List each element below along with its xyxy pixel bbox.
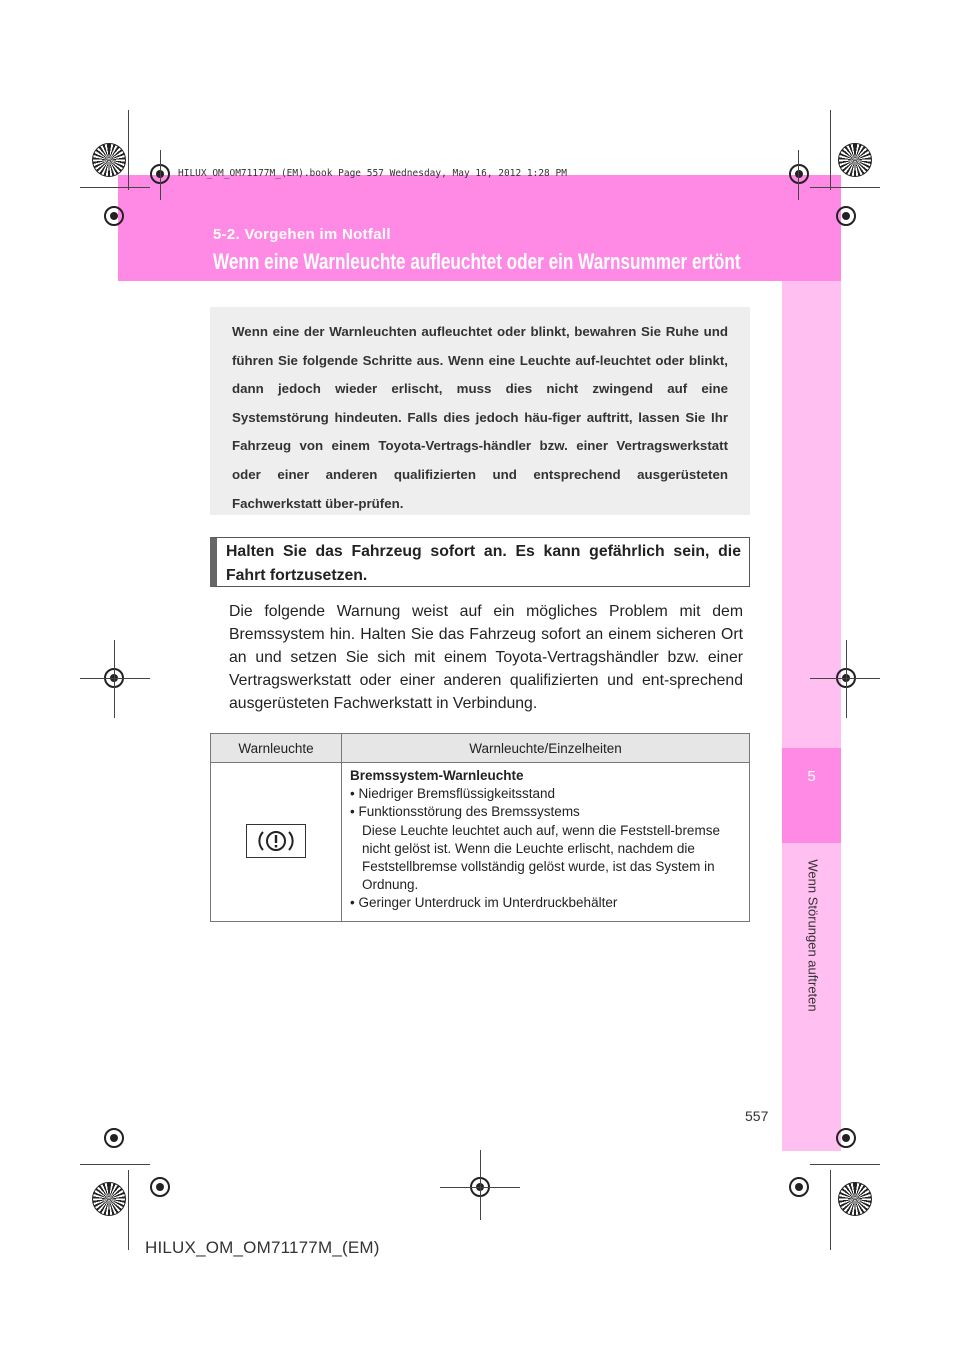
- page-number: 557: [745, 1108, 769, 1124]
- section-subtitle: 5-2. Vorgehen im Notfall: [213, 226, 391, 243]
- crop-line: [830, 1170, 831, 1250]
- detail-note: Diese Leuchte leuchtet auch auf, wenn die Feststell-bremse nicht gelöst ist. Wenn die Leuchte erlischt, nachdem die Feststellbremse vollständig gelöst wurde, ist das System in Ordnung.: [362, 822, 720, 893]
- warning-heading: Halten Sie das Fahrzeug sofort an. Es kann gefährlich sein, die Fahrt fortzusetzen.: [226, 543, 741, 584]
- registration-mark-icon: [836, 1128, 856, 1148]
- crop-line: [80, 678, 150, 679]
- chapter-label: Wenn Störungen auftreten: [805, 858, 821, 1012]
- crop-line: [810, 187, 880, 188]
- detail-title: Bremssystem-Warnleuchte: [350, 768, 524, 783]
- table-row: [211, 763, 750, 922]
- intro-box: [210, 307, 750, 515]
- footer-code: HILUX_OM_OM71177M_(EM): [145, 1238, 380, 1257]
- intro-text: Wenn eine der Warnleuchten aufleuchtet oder blinkt, bewahren Sie Ruhe und führen Sie folgende Schritte aus. Wenn eine Leuchte auf-leuchtet oder blinkt, dann jedoch wieder erlischt, muss dies nicht zwingend auf eine Systemstörung hindeuten. Falls dies jedoch häu-figer auftritt, lassen Sie Ihr Fahrzeug von einem Toyota-Vertrags-händler bzw. einer Vertragswerkstatt oder einer anderen qualifizierten und entsprechend ausgerüsteten Fachwerkstatt über-prüfen.: [232, 324, 728, 511]
- crop-line: [830, 110, 831, 190]
- file-stamp: HILUX_OM_OM71177M_(EM).book Page 557 Wednesday, May 16, 2012 1:28 PM: [178, 168, 567, 179]
- crop-line: [480, 1150, 481, 1220]
- detail-cell: [342, 763, 750, 922]
- registration-mark-icon: [789, 164, 809, 184]
- brake-warning-icon: [246, 824, 306, 858]
- body-paragraph: Die folgende Warnung weist auf ein mögliches Problem mit dem Bremssystem hin. Halten Sie das Fahrzeug sofort an einem sicheren Ort an und setzen Sie sich mit einem Toyota-Vertragshändler bzw. einer Vertragswerkstatt oder einer anderen qualifizierten und ent-sprechend ausgerüsteten Fachwerkstatt in Verbindung.: [229, 603, 743, 712]
- registration-rosette-icon: [92, 143, 126, 177]
- crop-line: [810, 678, 880, 679]
- detail-bullet: • Niedriger Bremsflüssigkeitsstand: [350, 786, 556, 802]
- warning-table: [210, 733, 750, 922]
- table-header-row: [211, 734, 750, 763]
- chapter-number: 5: [807, 768, 816, 785]
- registration-mark-icon: [836, 206, 856, 226]
- registration-rosette-icon: [838, 143, 872, 177]
- registration-rosette-icon: [92, 1182, 126, 1216]
- page-title: Wenn eine Warnleuchte aufleuchtet oder ein Warnsummer ertönt: [213, 249, 741, 274]
- crop-line: [810, 1164, 880, 1165]
- crop-line: [128, 110, 129, 190]
- detail-bullet: • Geringer Unterdruck im Unterdruckbehälter: [350, 895, 618, 911]
- registration-rosette-icon: [838, 1182, 872, 1216]
- crop-line: [80, 1164, 150, 1165]
- crop-line: [798, 150, 799, 200]
- crop-line: [128, 1170, 129, 1250]
- detail-bullet: • Funktionsstörung des Bremssystems: [350, 804, 580, 820]
- chapter-tab: [782, 748, 841, 843]
- crop-line: [114, 640, 115, 718]
- warning-heading-box: [210, 537, 750, 587]
- registration-mark-icon: [150, 1177, 170, 1197]
- registration-mark-icon: [789, 1177, 809, 1197]
- registration-mark-icon: [104, 206, 124, 226]
- table-header: Warnleuchte: [211, 734, 342, 763]
- crop-line: [160, 150, 161, 200]
- crop-line: [846, 640, 847, 718]
- side-tab-band: [782, 281, 841, 1151]
- crop-line: [80, 187, 150, 188]
- table-header: Warnleuchte/Einzelheiten: [342, 734, 750, 763]
- icon-cell: [211, 763, 342, 922]
- registration-mark-icon: [104, 1128, 124, 1148]
- chapter-label-wrap: [798, 858, 828, 1012]
